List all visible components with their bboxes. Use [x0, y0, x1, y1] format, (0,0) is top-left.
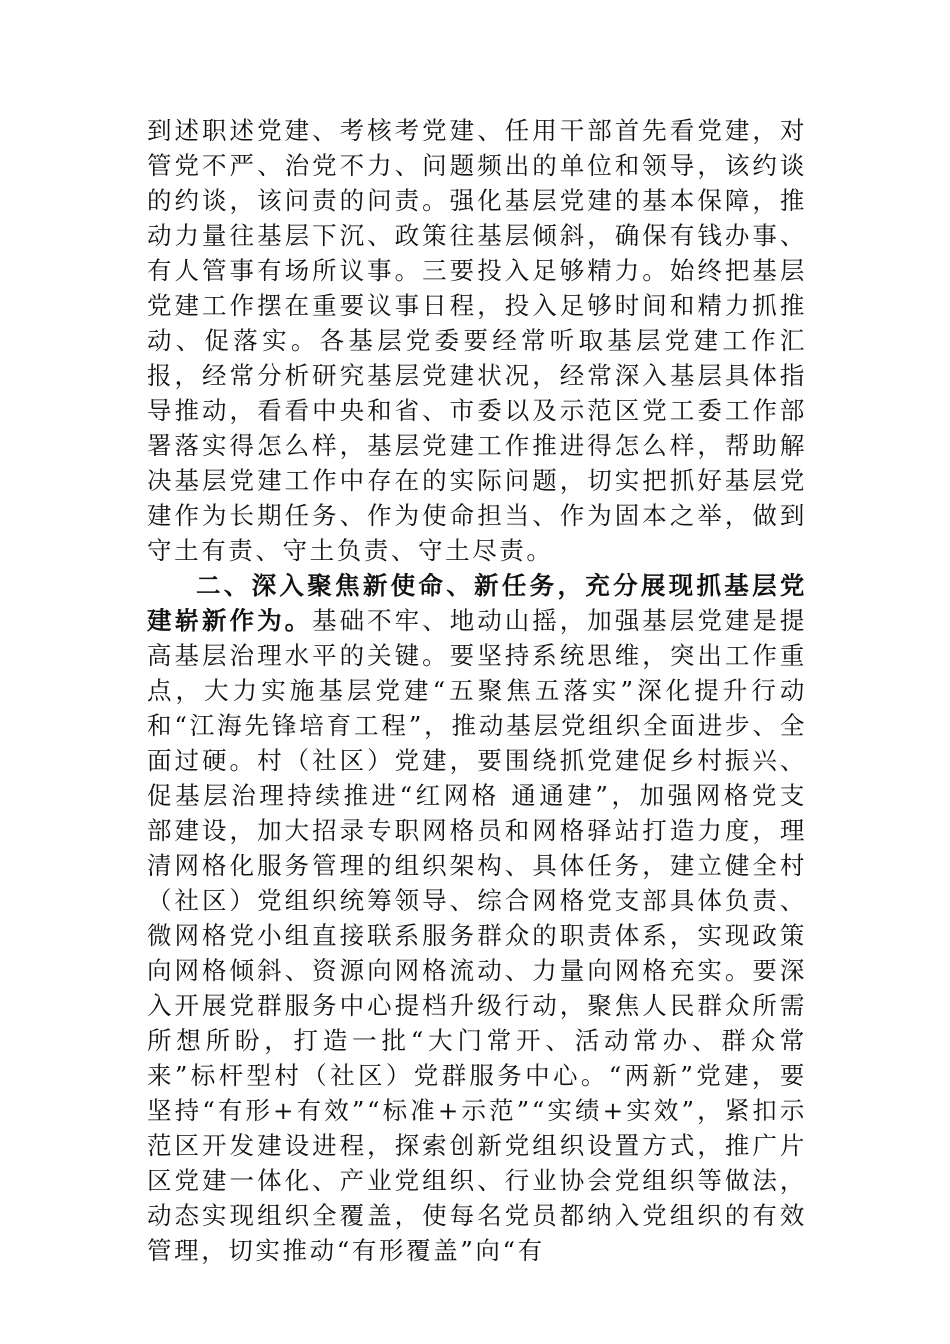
section-body: 基础不牢、地动山摇，加强基层党建是提高基层治理水平的关键。要坚持系统思维，突出工作重点，大力实施基层党建“五聚焦五落实”深化提升行动和“江海先锋培育工程”，推动基层党组织全面进步、全面过硬。村（社区）党建，要围绕抓党建促乡村振兴、促基层治理持续推进“红网格 通通建”，加强网格党支部建设，加大招录专职网格员和网格驿站打造力度，理清网格化服务管理的组织架构、具体任务，建立健全村（社区）党组织统筹领导、综合网格党支部具体负责、微网格党小组直接联系服务群众的职责体系，实现政策向网格倾斜、资源向网格流动、力量向网格充实。要深入开展党群服务中心提档升级行动，聚焦人民群众所需所想所盼，打造一批“大门常开、活动常办、群众常来”标杆型村（社区）党群服务中心。“两新”党建，要坚持“有形+有效”“标准+示范”“实绩+实效”，紧扣示范区开发建设进程，探索创新党组织设置方式，推广片区党建一体化、产业党组织、行业协会党组织等做法，动态实现组织全覆盖，使每名党员都纳入党组织的有效管理，切实推动“有形覆盖”向“有 — [147, 606, 807, 1265]
paragraph-continued: 到述职述党建、考核考党建、任用干部首先看党建，对管党不严、治党不力、问题频出的单位和领导，该约谈的约谈，该问责的问责。强化基层党建的基本保障，推动力量往基层下沉、政策往基层倾斜，确保有钱办事、有人管事有场所议事。三要投入足够精力。始终把基层党建工作摆在重要议事日程，投入足够时间和精力抓推动、促落实。各基层党委要经常听取基层党建工作汇报，经常分析研究基层党建状况，经常深入基层具体指导推动，看看中央和省、市委以及示范区党工委工作部署落实得怎么样，基层党建工作推进得怎么样，帮助解决基层党建工作中存在的实际问题，切实把抓好基层党建作为长期任务、作为使命担当、作为固本之举，做到守土有责、守土负责、守土尽责。 — [147, 116, 807, 565]
section-heading: 二、深入聚焦新使命、新任务，充分展现抓基层党建崭新作为。 — [147, 571, 807, 635]
body-text — [147, 113, 807, 1268]
paragraph-section-two — [147, 568, 807, 1268]
